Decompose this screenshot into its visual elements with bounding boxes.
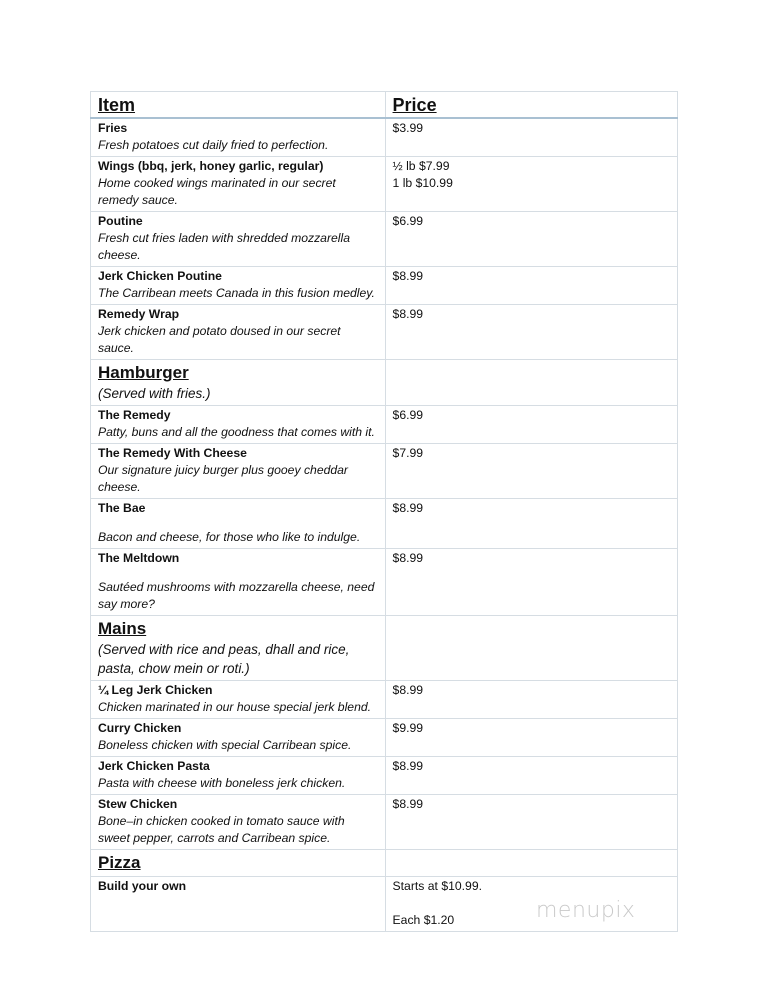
item-price: $8.99 bbox=[392, 307, 424, 321]
section-header-row bbox=[91, 850, 678, 877]
menu-item-row bbox=[91, 549, 678, 616]
item-description: Boneless chicken with special Carribean spice. bbox=[98, 738, 352, 752]
section-title-pizza: Pizza bbox=[98, 853, 141, 872]
item-description: Patty, buns and all the goodness that comes with it. bbox=[98, 425, 375, 439]
item-description: Bone–in chicken cooked in tomato sauce with sweet pepper, carrots and Carribean spice. bbox=[98, 814, 345, 845]
item-name: Jerk Chicken Poutine bbox=[98, 269, 222, 283]
menu-item-row bbox=[91, 681, 678, 719]
item-description: Chicken marinated in our house special jerk blend. bbox=[98, 700, 372, 714]
item-price: $7.99 bbox=[392, 446, 424, 460]
item-price: Starts at $10.99. bbox=[392, 879, 482, 893]
item-description: Sautéed mushrooms with mozzarella cheese, need say more? bbox=[98, 580, 375, 611]
item-name: ¼ Leg Jerk Chicken bbox=[98, 683, 213, 697]
menu-item-row bbox=[91, 157, 678, 212]
item-price: ½ lb $7.99 bbox=[392, 159, 450, 173]
item-price: $8.99 bbox=[392, 501, 424, 515]
item-description: Our signature juicy burger plus gooey cheddar cheese. bbox=[98, 463, 348, 494]
table-header-row bbox=[91, 92, 678, 119]
menu-item-row bbox=[91, 719, 678, 757]
item-name: Fries bbox=[98, 121, 128, 135]
item-price: $3.99 bbox=[392, 121, 424, 135]
section-title-mains: Mains bbox=[98, 619, 147, 638]
item-price: Each $1.20 bbox=[392, 913, 455, 927]
item-name: Stew Chicken bbox=[98, 797, 178, 811]
item-name: Poutine bbox=[98, 214, 143, 228]
item-description: Fresh cut fries laden with shredded mozzarella cheese. bbox=[98, 231, 350, 262]
menu-item-row bbox=[91, 757, 678, 795]
item-name: The Remedy bbox=[98, 408, 171, 422]
section-note: (Served with rice and peas, dhall and rice, pasta, chow mein or roti.) bbox=[98, 642, 350, 676]
section-note: (Served with fries.) bbox=[98, 386, 211, 401]
menu-item-row bbox=[91, 212, 678, 267]
menu-table bbox=[90, 91, 678, 932]
menu-item-row bbox=[91, 305, 678, 360]
item-description: The Carribean meets Canada in this fusion medley. bbox=[98, 286, 375, 300]
menu-item-row bbox=[91, 406, 678, 444]
item-price: $8.99 bbox=[392, 551, 424, 565]
item-name: Jerk Chicken Pasta bbox=[98, 759, 210, 773]
menu-item-row bbox=[91, 118, 678, 157]
item-price: $8.99 bbox=[392, 759, 424, 773]
section-header-row bbox=[91, 360, 678, 406]
item-price: $6.99 bbox=[392, 408, 424, 422]
item-price: $9.99 bbox=[392, 721, 424, 735]
item-price: $8.99 bbox=[392, 683, 424, 697]
item-description: Pasta with cheese with boneless jerk chicken. bbox=[98, 776, 346, 790]
price-column-header: Price bbox=[385, 92, 677, 119]
menu-item-row bbox=[91, 795, 678, 850]
section-title-hamburger: Hamburger bbox=[98, 363, 189, 382]
section-header-row bbox=[91, 616, 678, 681]
item-column-header: Item bbox=[91, 92, 386, 119]
item-name: Curry Chicken bbox=[98, 721, 182, 735]
item-description: Jerk chicken and potato doused in our secret sauce. bbox=[98, 324, 341, 355]
item-price: $8.99 bbox=[392, 797, 424, 811]
menu-item-row bbox=[91, 444, 678, 499]
item-price: $6.99 bbox=[392, 214, 424, 228]
item-name: The Bae bbox=[98, 501, 146, 515]
menu-item-row bbox=[91, 267, 678, 305]
item-price: 1 lb $10.99 bbox=[392, 176, 453, 190]
item-name: Remedy Wrap bbox=[98, 307, 180, 321]
item-price: $8.99 bbox=[392, 269, 424, 283]
item-name: The Meltdown bbox=[98, 551, 180, 565]
item-name: The Remedy With Cheese bbox=[98, 446, 247, 460]
watermark-logo: menupix bbox=[536, 898, 636, 923]
menu-item-row bbox=[91, 499, 678, 549]
item-name: Wings (bbq, jerk, honey garlic, regular) bbox=[98, 159, 324, 173]
item-description: Home cooked wings marinated in our secret remedy sauce. bbox=[98, 176, 336, 207]
item-description: Bacon and cheese, for those who like to indulge. bbox=[98, 530, 361, 544]
item-description: Fresh potatoes cut daily fried to perfection. bbox=[98, 138, 329, 152]
item-name: Build your own bbox=[98, 879, 187, 893]
